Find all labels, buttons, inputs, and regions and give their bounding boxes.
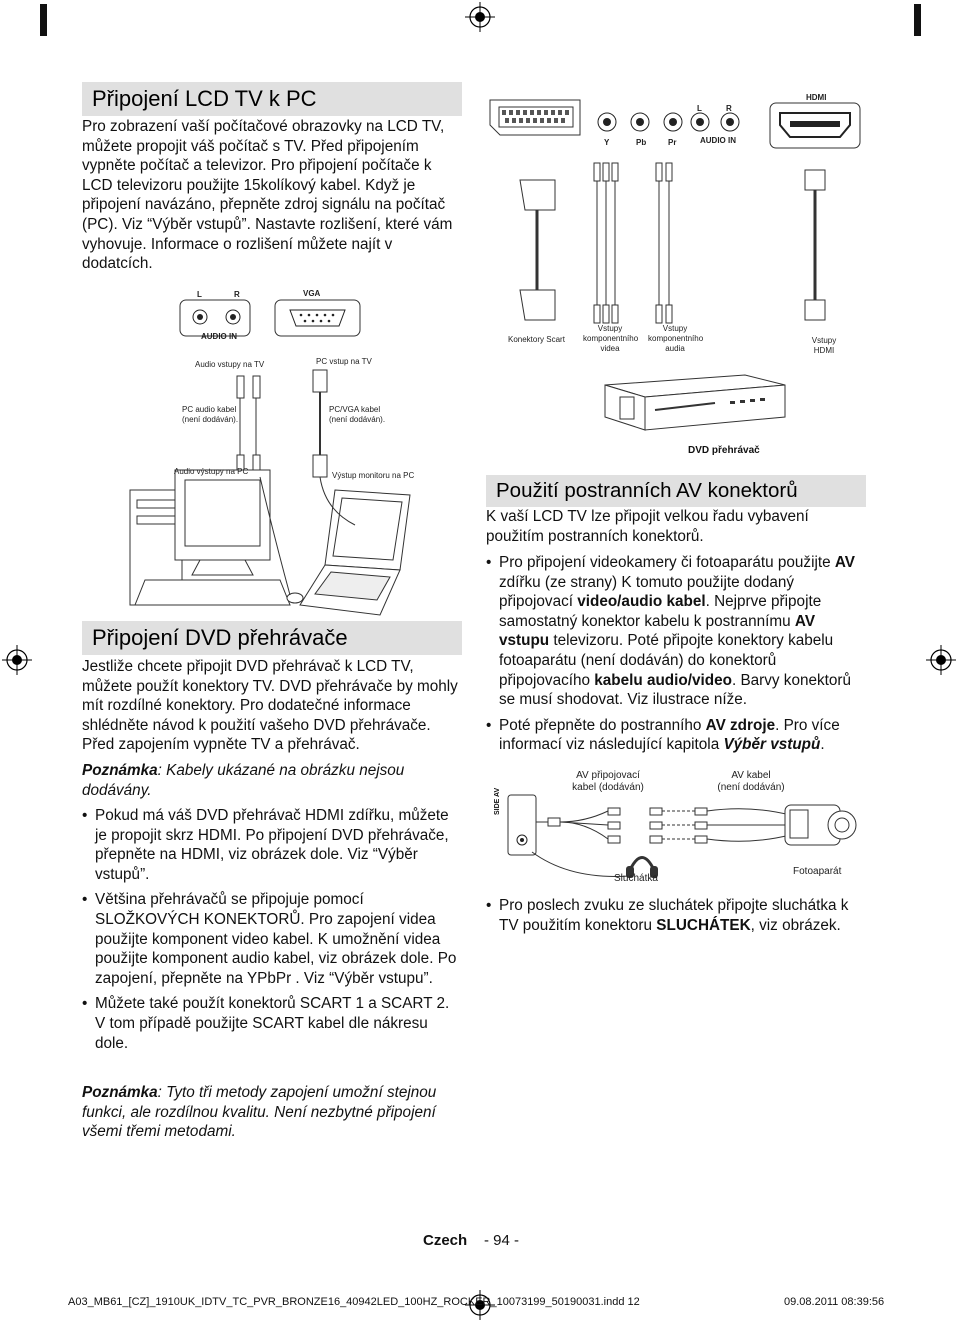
dvd-label-hdmi-in: Vstupy HDMI <box>811 336 837 355</box>
pc-connection-diagram <box>125 280 470 625</box>
pc-label-monitor-out: Výstup monitoru na PC <box>332 471 415 480</box>
av-label-cable-supplied: AV připojovací kabel (dodáván) <box>572 770 644 793</box>
av-label-camera: Fotoaparát <box>793 866 842 877</box>
registration-mark-top <box>465 2 495 32</box>
pc-label-audio-tv: Audio vstupy na TV <box>195 360 265 369</box>
dvd-label-l: L <box>697 104 702 113</box>
dvd-label-r: R <box>726 104 732 113</box>
dvd-label-hdmi: HDMI <box>806 93 827 102</box>
page-footer-lang: Czech <box>423 1232 468 1249</box>
dvd-bullet-component: • Většina přehrávačů se připojuje pomocí SLOŽKOVÝCH KONEKTORŮ. Pro zapojení videa použijte komponent video kabel. K umožnění videa použijte komponent audio kabel, viz obrázek dole. Po zapojení, přepněte na YPbPr . Viz “Výběr vstupu”. <box>82 890 462 988</box>
pc-label-audio-out: Audio výstupy na PC <box>174 467 249 476</box>
pc-label-vga: VGA <box>303 289 321 298</box>
dvd-label-y: Y <box>604 138 610 147</box>
pc-paragraph: Pro zobrazení vaší počítačové obrazovky na LCD TV, můžete propojit váš počítač s TV. Před připojením vypněte počítač a televizor. Pro připojení počítače k LCD televizoru použijte 15kolíkový kabel. Když je připojení navázáno, přepněte zdroj signálu na počítač (PC). Viz “Výběr vstupů”. Nastavte rozlišení, které vám vyhovuje. Informace o rozlišení můžete najít v dodatcích. <box>82 118 453 273</box>
pc-label-pc-tv: PC vstup na TV <box>316 357 372 366</box>
av-bullets-headphones <box>486 896 866 941</box>
av-label-headphones: Sluchátka <box>614 873 658 884</box>
dvd-label-pr: Pr <box>668 138 677 147</box>
pc-label-r: R <box>234 290 240 299</box>
av-bullet-headphones: • Pro poslech zvuku ze sluchátek připojte sluchátka k TV použitím konektoru SLUCHÁTEK, viz obrázek. <box>486 896 866 935</box>
dvd-label-comp-video: Vstupy komponentního videa <box>583 324 639 353</box>
section-title-dvd: Připojení DVD přehrávače <box>82 621 462 655</box>
dvd-connection-diagram <box>485 85 880 445</box>
pc-label-vga-cable: PC/VGA kabel (není dodáván). <box>329 405 386 424</box>
dvd-paragraph: Jestliže chcete připojit DVD přehrávač k LCD TV, můžete použít konektory TV. DVD přehrávače by mohly mít rozdílné konektory. Pro dodatečné informace shlédněte návod k použití vašeho DVD přehrávače. Před zapojením vypněte TV a přehrávač. <box>82 658 458 754</box>
section-title-av: Použití postranních AV konektorů <box>486 475 866 507</box>
registration-mark-left <box>2 645 32 675</box>
side-av-label: SIDE AV <box>494 787 501 815</box>
av-label-cable-not-supplied: AV kabel (není dodáván) <box>717 770 785 793</box>
print-file-info: A03_MB61_[CZ]_1910UK_IDTV_TC_PVR_BRONZE16_40942LED_100HZ_ROCKER_10073199_50190031.indd 12 <box>68 1296 640 1308</box>
corner-bar <box>914 4 921 36</box>
dvd-label-pb: Pb <box>636 138 647 147</box>
av-paragraph: K vaší LCD TV lze připojit velkou řadu vybavení použitím postranních konektorů. <box>486 508 809 545</box>
dvd-label-player: DVD přehrávač <box>688 445 760 456</box>
dvd-note-1: Poznámka: Kabely ukázané na obrázku nejsou dodávány. <box>82 762 405 799</box>
dvd-label-comp-audio: Vstupy komponentního audia <box>648 324 704 353</box>
av-bullets <box>486 553 866 761</box>
pc-label-audio-cable: PC audio kabel (není dodáván). <box>182 405 239 424</box>
section-title-pc: Připojení LCD TV k PC <box>82 82 462 116</box>
page-number: - 94 - <box>484 1232 520 1249</box>
av-bullet-source: • Poté přepněte do postranního AV zdroje. Pro více informací viz následující kapitola Výběr vstupů. <box>486 716 866 755</box>
print-date-info: 09.08.2011 08:39:56 <box>784 1296 885 1308</box>
pc-label-audio-in: AUDIO IN <box>201 332 237 341</box>
pc-label-l: L <box>197 290 202 299</box>
dvd-note-2: Poznámka: Tyto tři metody zapojení umožní stejnou funkci, ale rozdílnou kvalitu. Není nezbytné připojení všemi třemi metodami. <box>82 1084 437 1141</box>
registration-mark-right <box>926 645 956 675</box>
dvd-label-scart: Konektory Scart <box>508 335 565 344</box>
av-bullet-camera: • Pro připojení videokamery či fotoaparátu použijte AV zdířku (ze strany) K tomuto použijte dodaný připojovací video/audio kabel. Nejprve připojte samostatný konektor kabelu k postrannímu AV vstupu televizoru. Poté připojte konektory kabelu fotoaparátu (není dodáván) do konektorů připojovacího kabelu audio/video. Barvy konektorů se musí shodovat. Viz ilustrace níže. <box>486 553 866 710</box>
dvd-bullet-hdmi: • Pokud má váš DVD přehrávač HDMI zdířku, můžete je propojit skrz HDMI. Po připojení DVD přehrávače, přepněte na HDMI, viz obrázek dole. Viz “Výběr vstupů”. <box>82 806 462 884</box>
dvd-bullet-scart: • Můžete také použít konektorů SCART 1 a SCART 2. V tom případě použijte SCART kabel dle nákresu dole. <box>82 994 462 1053</box>
dvd-bullets <box>82 806 462 1059</box>
corner-bar <box>40 4 47 36</box>
dvd-label-audio-in: AUDIO IN <box>700 136 736 145</box>
